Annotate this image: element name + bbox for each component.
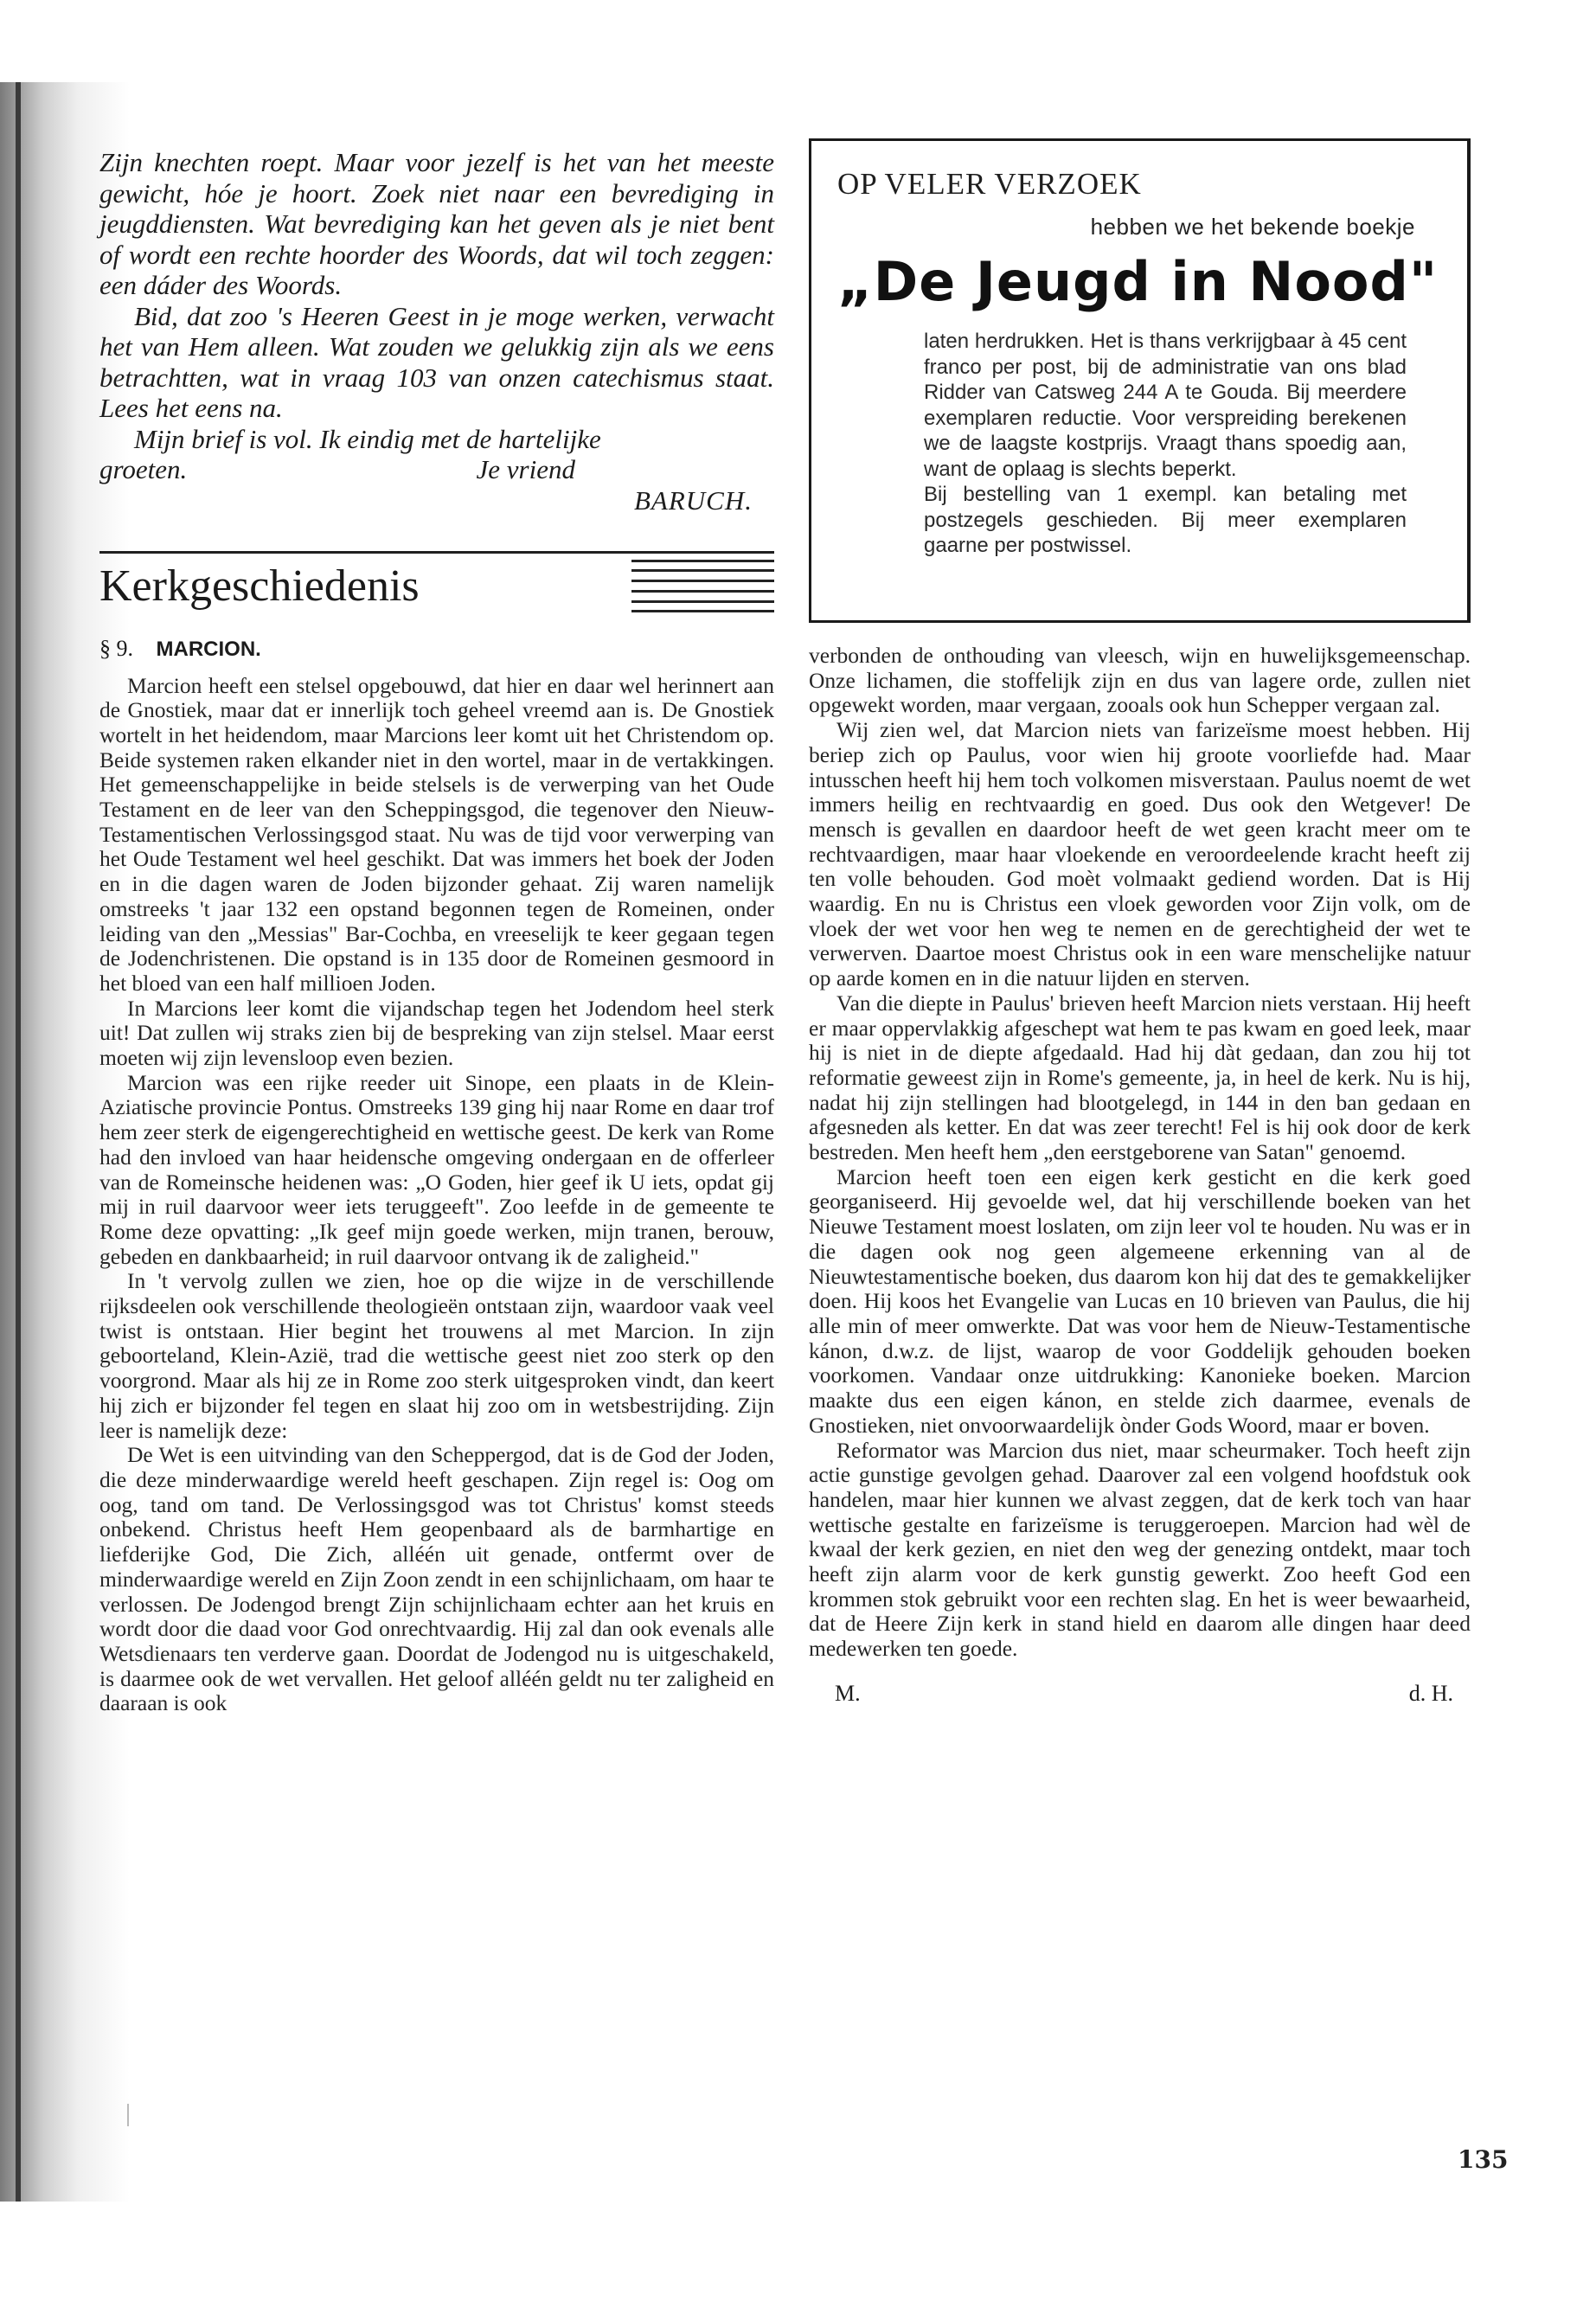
letter-paragraph: Zijn knechten roept. Maar voor jezelf is het van het meeste gewicht, hóe je hoort. Zoek niet naar een bevrediging in jeugddiensten. Wat bevrediging kan het geven als je niet bent of wordt een rechte hoorder des Woords, dat wil toch zeggen: een dáder des Woords. <box>99 147 774 300</box>
article-body-right <box>809 644 1471 1662</box>
page-number: 135 <box>1458 2145 1509 2174</box>
article-paragraph: Marcion was een rijke reeder uit Sinope, een plaats in de Klein-Aziatische provincie Pontus. Omstreeks 139 ging hij naar Rome en daar trof hem zeer sterk de eigengerechtigheid en wettische geest. De kerk van Rome had den invloed van haar heidensche omgeving ondergaan en de offerleer van de Romeinsche heidenen was: „O Goden, hier geef ik U iets, opdat gij mij in ruil daarvoor weer iets teruggeeft". Zoo leefde in de gemeente te Rome deze opvatting: „Ik geef mijn goede werken, mijn tranen, berouw, gebeden en dankbaarheid; in ruil daarvoor ontvang ik de zaligheid." <box>99 1069 774 1269</box>
page-edge <box>16 82 21 2202</box>
right-column <box>809 138 1471 1707</box>
letter-ending <box>99 147 774 516</box>
ad-kicker: OP VELER VERZOEK <box>837 167 1142 201</box>
ad-body <box>924 329 1407 559</box>
article-paragraph: De Wet is een uitvinding van den Scheppergod, dat is de God der Joden, die deze minderwaardige wereld heeft geschapen. Zijn regel is: Oog om oog, tand om tand. De Verlossingsgod was tot Christus' komst steeds onbekend. Christus heeft Hem geopenbaard als de barmhartige en liefderijke God, Die Zich, alléén uit genade, ontfermt over de minderwaardige wereld en Zijn Zoon zendt in een schijnlichaam, om haar te verlossen. De Jodengod brengt Zijn schijnlichaam echter aan het kruis en wordt door die daad voor God onrechtvaardig. Hij zal dan ook evenals alle Wetsdienaars ten verderve gaan. Doordat de Jodengod nu is uitgeschakeld, is daarmee ook de wet vervallen. Het geloof alléén geldt nu ter zaligheid en daaraan is ook <box>99 1442 774 1716</box>
section-header <box>99 557 774 616</box>
article-paragraph: Marcion heeft een stelsel opgebouwd, dat hier en daar wel herinnert aan de Gnostiek, maar dat er innerlijk toch geheel vreemd aan is. De Gnostiek wortelt in het heidendom, maar Marcions leer komt uit het Christendom op. Beide systemen raken elkander niet in den wortel, maar in de vertakkingen. Het gemeenschappelijke in beide stelsels is de verwerping van het Oude Testament en de leer van den Scheppingsgod, die tegenover den Nieuw-Testamentischen Verlossingsgod staat. Nu was de tijd voor verwerping van het Oude Testament wel heel geschikt. Dat was immers het boek der Joden en in die dagen waren de Joden bijzonder gehaat. Zij waren namelijk omstreeks 't jaar 132 een opstand begonnen tegen de Romeinen, onder leiding van den „Messias" Bar-Cochba, en vreeselijk te keer gegaan tegen de Jodenchristenen. Die opstand is in 135 door de Romeinen gesmoord in het bloed van een half millioen Joden. <box>99 672 774 996</box>
print-mark <box>127 2104 129 2126</box>
ad-lead: hebben we het bekende boekje <box>1090 214 1415 240</box>
section-divider <box>99 551 774 554</box>
closing-greeting: groeten. <box>99 454 188 484</box>
section-title: Kerkgeschiedenis <box>99 561 420 611</box>
article-paragraph: verbonden de onthouding van vleesch, wijn en huwelijksgemeenschap. Onze lichamen, die stoffelijk zijn en dus van lagere orde, zullen niet opgewekt worden, maar vergaan, zooals ook hun Schepper vergaan zal. <box>809 643 1471 718</box>
left-column <box>99 147 774 1716</box>
decorative-rules <box>631 560 774 613</box>
advertisement-box <box>809 138 1471 623</box>
article-subheading <box>99 635 774 663</box>
article-title: MARCION. <box>156 637 261 661</box>
letter-closing <box>99 454 774 485</box>
article-paragraph: In 't vervolg zullen we zien, hoe op die wijze in de verschillende rijksdeelen ook verschillende theologieën ontstaan zijn, waardoor vaak veel twist is ontstaan. Hier begint het trouwens al met Marcion. In zijn geboorteland, Klein-Azië, trad die wettische geest niet zoo sterk op den voorgrond. Maar als hij ze in Rome zoo sterk uitgesproken vindt, dan keert hij zich er bijzonder fel tegen en slaat hij zoo om in wetsbestrijding. Zijn leer is namelijk deze: <box>99 1268 774 1443</box>
signature-right: d. H. <box>1408 1680 1453 1706</box>
signature-left: M. <box>835 1680 861 1706</box>
ad-title: „De Jeugd in Nood" <box>837 250 1439 313</box>
article-paragraph: In Marcions leer komt die vijandschap tegen het Jodendom heel sterk uit! Dat zullen wij straks zien bij de bespreking van zijn stelsel. Maar eerst moeten wij zijn levensloop even bezien. <box>99 995 774 1071</box>
article-paragraph: Marcion heeft toen een eigen kerk gesticht en die kerk goed georganiseerd. Hij gevoelde wel, dat hij verschillende boeken van het Nieuwe Testament moest loslaten, om zijn leer vol te houden. Nu was er in die dagen ook nog geen algemeene erkenning van al de Nieuwtestamentische boeken, dus daarom kon hij dat des te gemakkelijker doen. Hij koos het Evangelie van Lucas en 10 brieven van Paulus, die hij alle min of meer omwerkte. Dat was voor hem de Nieuw-Testamentische kánon, d.w.z. de lijst, waarop de voor Goddelijk gehouden boeken voorkomen. Vandaar onze uitdrukking: Kanonieke boeken. Marcion maakte dus een eigen kánon, en stelde zich daarmee, evenals de Gnostieken, niet onvoorwaardelijk ònder Gods Woord, maar er boven. <box>809 1163 1471 1438</box>
ad-paragraph: Bij bestelling van 1 exempl. kan betaling met postzegels geschieden. Bij meer exemplaren gaarne per postwissel. <box>924 483 1407 557</box>
letter-signature: BARUCH. <box>633 484 753 516</box>
article-paragraph: Van die diepte in Paulus' brieven heeft Marcion niets verstaan. Hij heeft er maar oppervlakkig afgeschept wat hem te pas kwam en goed leek, maar hij is niet in de diepte afgedaald. Had hij dàt gedaan, dan zou hij tot reformatie geweest zijn in Rome's gemeente, ja, in heel de kerk. Nu is hij, nadat hij zijn stellingen had blootgelegd, in 144 in den ban gedaan en afgesneden als ketter. En dat was zeer terecht! Fel is hij ook door de kerk bestreden. Men heeft hem „den eerstgeborene van Satan" genoemd. <box>809 990 1471 1165</box>
section-number: § 9. <box>99 635 133 661</box>
article <box>99 635 774 1717</box>
article-signature <box>809 1681 1471 1707</box>
ad-paragraph: laten herdrukken. Het is thans verkrijgbaar à 45 cent franco per post, bij de administratie van ons blad Ridder van Catsweg 244 A te Gouda. Bij meerdere exemplaren reductie. Voor verspreiding berekenen we de laagste kostprijs. Vraagt thans spoedig aan, want de oplaag is slechts beperkt. <box>924 330 1407 481</box>
closing-friend: Je vriend <box>476 454 575 484</box>
article-paragraph: Wij zien wel, dat Marcion niets van farizeïsme moest hebben. Hij beriep zich op Paulus, voor wien hij groote voorliefde had. Maar intusschen heeft hij hem toch volkomen misverstaan. Paulus noemt de wet immers heilig en rechtvaardig en goed. Dus ook den Wetgever! De mensch is gevallen en daardoor heeft de wet geen kracht meer om te rechtvaardigen, maar haar vloekende en veroordeelende kracht heeft zij ten volle behouden. God moèt volmaakt gediend worden. Dat is Hij waardig. En nu is Christus een vloek geworden voor Zijn volk, om de vloek der wet voor hen weg te nemen en de gerechtigheid der wet te verwerven. Daartoe moest Christus ook in een ware menschelijke natuur op aarde komen en in die natuur lijden en sterven. <box>809 717 1471 991</box>
article-paragraph: Reformator was Marcion dus niet, maar scheurmaker. Toch heeft zijn actie gunstige gevolgen gehad. Daarover zal een volgend hoofdstuk ook handelen, maar hier kunnen we alvast zeggen, dat de kerk toch van haar wettische gestalte en farizeïsme is teruggeroepen. Marcion had wèl de kwaal der kerk gezien, en niet den weg der genezing ontdekt, maar toch heeft zijn alarm voor de kerk gunstig gewerkt. Zoo heeft God een krommen stok gebruikt voor een rechten slag. En het is weer bewaarheid, dat de Heere Zijn kerk in stand hield en daarom alle dingen haar deed medewerken ten goede. <box>809 1437 1471 1662</box>
letter-paragraph: Bid, dat zoo 's Heeren Geest in je moge werken, verwacht het van Hem alleen. Wat zouden we gelukkig zijn als we eens betrachtten, wat in vraag 103 van onzen catechismus staat. Lees het eens na. <box>99 300 774 423</box>
letter-paragraph: Mijn brief is vol. Ik eindig met de hartelijke <box>134 423 601 454</box>
article-body-left <box>99 674 774 1717</box>
